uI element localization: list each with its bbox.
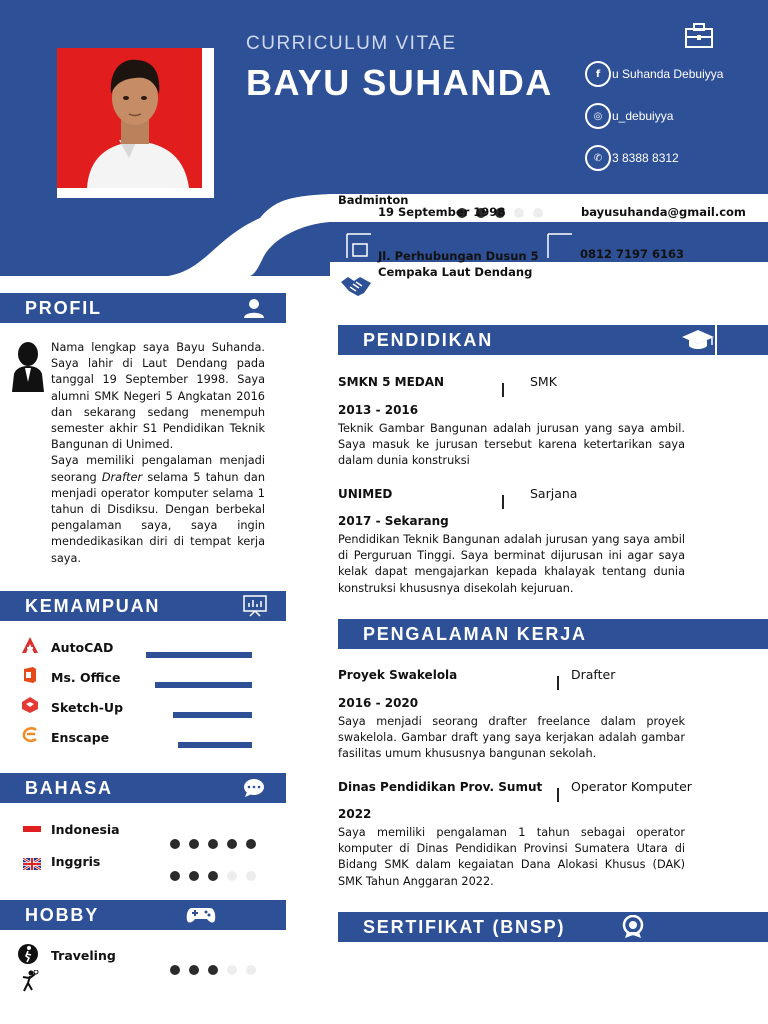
language-level-dot [227, 839, 237, 849]
certificate-badge-icon [621, 915, 645, 939]
skill-level-bar [146, 652, 252, 658]
education-description: Teknik Gambar Bangunan adalah jurusan yang saya ambil. Saya masuk ke jurusan tersebut karena ketertarikan saya dalam dunia konstruksi [338, 422, 685, 468]
experience-description: Saya memiliki pengalaman 1 tahun sebagai operator komputer di Dinas Pendidikan Provinsi Sumatera Utara di Bidang SMK dalam kegaiatan Dana Alokasi Khusus (DAK) SMK Tahun Anggaran 2022. [338, 826, 685, 888]
education-place: SMKN 5 MEDAN [338, 375, 445, 389]
gamepad-icon [186, 906, 216, 924]
education-description: Pendidikan Teknik Bangunan adalah jurusan yang saya ambil di Perguruan Tinggi. Saya berminat dijurusan ini agar saya kelak dapat mengajarkan kepada khalayak tentang dunia konstruksi khususnya disekolah kejuruan. [338, 533, 685, 595]
whatsapp-icon: ✆ [585, 145, 611, 171]
education-role: Sarjana [530, 486, 578, 501]
profile-p2-after: selama 5 tahun dan menjadi operator komputer selama 1 tahun di Disdiksu. Dengan berbekal pengalaman saya, saya ingin mendedikasikan diri di tempat kerja saya. [51, 470, 265, 565]
hobby-level-dot [208, 965, 218, 975]
skill-level-bar [155, 682, 252, 688]
experience-place: Proyek Swakelola [338, 668, 458, 682]
whatsapp-link[interactable] [585, 145, 679, 171]
header-divider [715, 325, 717, 355]
certificate-section-header [338, 912, 768, 942]
hobby-level-dot [227, 965, 237, 975]
language-level-dot [246, 839, 256, 849]
uk-flag-icon [23, 855, 41, 874]
language-level-dot [170, 839, 180, 849]
language-level-dots [170, 834, 265, 853]
certificate-title: SERTIFIKAT (BNSP) [363, 916, 566, 937]
skill-label: Sketch-Up [51, 700, 124, 715]
experience-section-header [338, 619, 768, 649]
address-line-2: Cempaka Laut Dendang [378, 265, 533, 279]
hobby-level-dot [189, 965, 199, 975]
phone-icon [546, 232, 576, 264]
language-level-dot [189, 871, 199, 881]
facebook-link[interactable] [585, 61, 723, 87]
education-role: SMK [530, 374, 557, 389]
profile-paragraph-1: Nama lengkap saya Bayu Suhanda. Saya lahir di Laut Dendang pada tanggal 19 September 1998. Saya alumni SMK Negeri 5 Angkatan 2016 dan sekarang sedang menempuh semester akhir S1 Pendidikan Teknik Bangunan di Unimed. [51, 341, 265, 452]
skill-level-bar [173, 712, 252, 718]
profile-p2-italic: Drafter [101, 470, 143, 484]
profile-section-header [0, 293, 286, 323]
badminton-level-dot [514, 208, 524, 218]
experience-title: PENGALAMAN KERJA [363, 623, 587, 644]
education-years: 2013 - 2016 [338, 403, 419, 417]
instagram-icon: ◎ [585, 103, 611, 129]
birthdate-text: 19 September 1998 [378, 205, 506, 219]
language-level-dot [227, 871, 237, 881]
phone-text: 0812 7197 6163 [580, 247, 685, 261]
badminton-overlap-label: Badminton [338, 193, 409, 207]
traveling-icon [17, 943, 39, 969]
person-name: BAYU SUHANDA [246, 62, 553, 103]
profile-text [51, 340, 265, 567]
hobby-title: HOBBY [25, 904, 100, 925]
profile-p2-before: Saya memiliki pengalaman menjadi seorang [51, 454, 265, 484]
hobby-section-header [0, 900, 286, 930]
experience-years: 2016 - 2020 [338, 696, 419, 710]
whatsapp-number: 3 8388 8312 [612, 151, 679, 165]
timeline-tick [557, 788, 559, 802]
timeline-tick [502, 495, 504, 509]
hobby-level-dot [246, 965, 256, 975]
skills-title: KEMAMPUAN [25, 595, 161, 616]
address-text [378, 248, 539, 280]
education-title: PENDIDIKAN [363, 329, 494, 350]
briefcase-icon [685, 23, 713, 53]
language-label: Indonesia [51, 822, 120, 837]
user-icon [243, 298, 265, 318]
instagram-handle: u_debuiyya [612, 109, 674, 123]
language-level-dot [170, 871, 180, 881]
experience-years: 2022 [338, 807, 372, 821]
experience-place: Dinas Pendidikan Prov. Sumut [338, 780, 543, 794]
language-level-dots [170, 866, 265, 885]
person-silhouette-icon [12, 342, 44, 396]
education-section-header [338, 325, 768, 355]
languages-title: BAHASA [25, 777, 113, 798]
handshake-icon [340, 274, 372, 302]
email-text: bayusuhanda@gmail.com [581, 205, 746, 219]
skill-level-bar [178, 742, 252, 748]
ms-office-icon [21, 666, 39, 688]
profile-photo [57, 48, 214, 198]
languages-section-header [0, 773, 286, 803]
skills-section-header [0, 591, 286, 621]
enscape-icon [21, 726, 39, 748]
badminton-level-dot [533, 208, 543, 218]
experience-description: Saya menjadi seorang drafter freelance dalam proyek swakelola. Gambar draft yang saya kerjakan adalah gambar fasilitas umum khususnya bangunan sekolah. [338, 715, 685, 761]
experience-role: Drafter [571, 667, 616, 682]
language-level-dot [208, 839, 218, 849]
address-icon [345, 232, 375, 264]
skill-label: Enscape [51, 730, 110, 745]
address-line-1: Jl. Perhubungan Dusun 5 [378, 249, 539, 263]
hobby-level-dot [170, 965, 180, 975]
facebook-icon: f [585, 61, 611, 87]
autocad-icon [21, 636, 39, 658]
experience-role: Operator Komputer [571, 779, 692, 794]
instagram-link[interactable] [585, 103, 673, 129]
language-level-dot [246, 871, 256, 881]
hobby-traveling-label: Traveling [51, 948, 116, 963]
education-years: 2017 - Sekarang [338, 514, 449, 528]
profile-paragraph-2 [51, 453, 265, 566]
facebook-handle: u Suhanda Debuiyya [612, 67, 724, 81]
sketchup-icon [21, 696, 39, 718]
badminton-player-icon [19, 970, 39, 996]
graduation-cap-icon [681, 329, 715, 351]
education-place: UNIMED [338, 487, 393, 501]
skill-label: Ms. Office [51, 670, 121, 685]
skill-label: AutoCAD [51, 640, 114, 655]
profile-title: PROFIL [25, 297, 102, 318]
language-label: Inggris [51, 854, 101, 869]
language-level-dot [208, 871, 218, 881]
cv-label: CURRICULUM VITAE [246, 33, 457, 54]
hobby-traveling-dots [170, 960, 265, 979]
indonesia-flag-icon [23, 823, 41, 842]
timeline-tick [502, 383, 504, 397]
timeline-tick [557, 676, 559, 690]
presentation-icon [243, 595, 267, 617]
chat-bubble-icon [243, 778, 265, 798]
language-level-dot [189, 839, 199, 849]
